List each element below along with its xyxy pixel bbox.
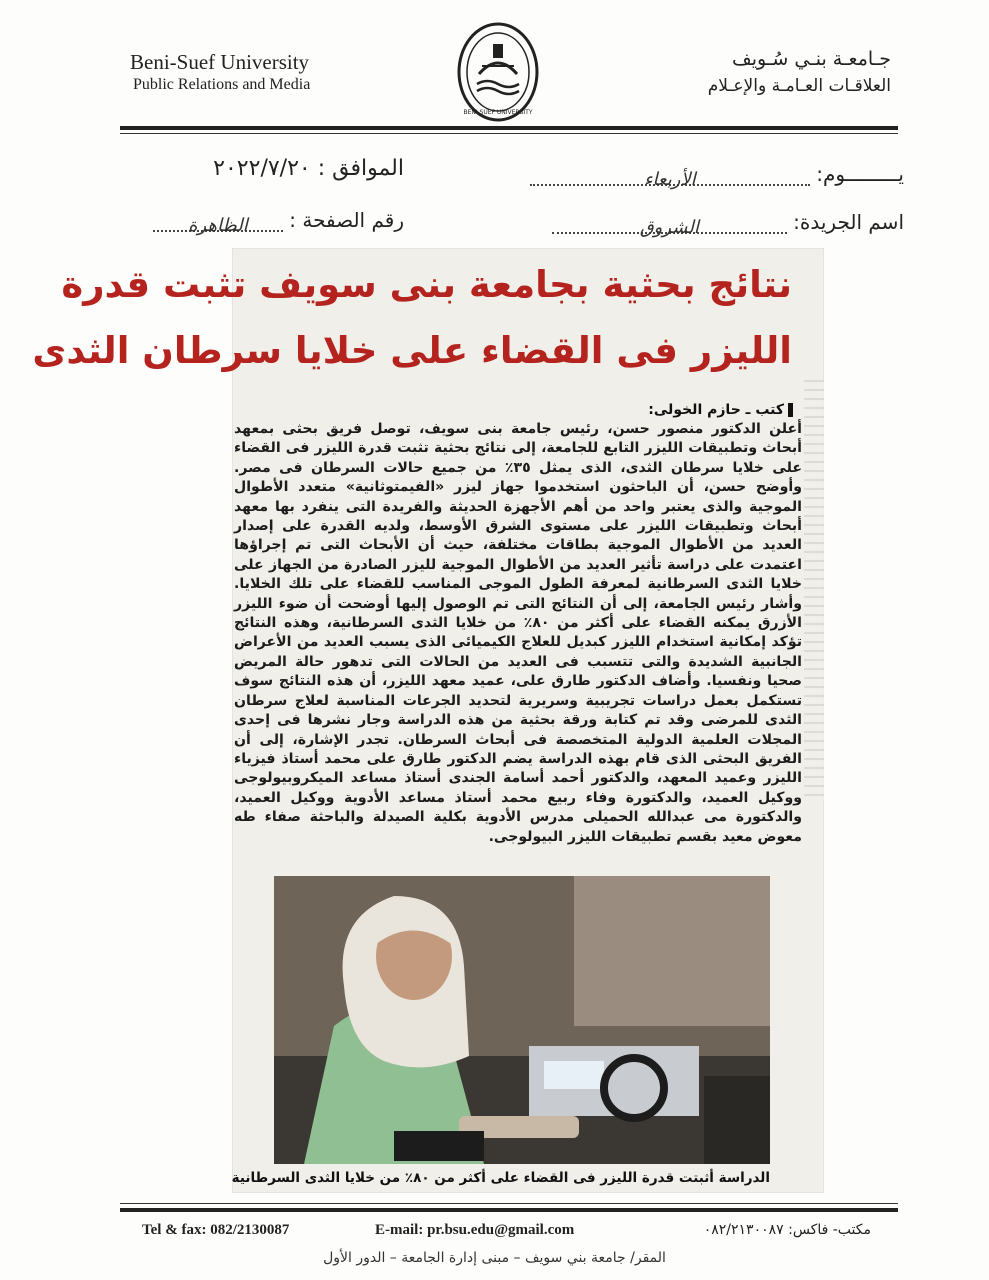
date-value: ٢٠٢٢/٧/٢٠: [213, 156, 311, 181]
article-body: أعلن الدكتور منصور حسن، رئيس جامعة بنى سويف، توصل فريق بحثى بمعهد أبحاث وتطبيقات الليزر التابع للجامعة، إلى نتائج بحثية تثبت قدرة الليزر فى القضاء على خلايا سرطان الثدى، الذى يمثل ٣٥٪ من جميع حالات السرطان فى مصر. وأوضح حسن، أن الباحثون استخدموا جهاز ليزر «الفيمتوثانية» متعدد الأطوال الموجية والذى يعتبر واحد من أهم الأجهزة الحديثة والفريدة التى ينفرد بها معهد أبحاث وتطبيقات الليزر على مستوى الشرق الأوسط، ولديه القدرة على إصدار العديد من الأطوال الموجية بطاقات مختلفة، حيث أن الأبحاث التى تم إجراؤها اعتمدت على دراسة تأثير العديد من الأطوال الموجية لليزر الصادرة من الجهاز على خلايا الثدى السرطانية لمعرفة الطول الموجى المناسب للقضاء على تلك الخلايا. وأشار رئيس الجامعة، إلى أن النتائج التى تم الوصول إليها أوضحت أن ضوء الليزر الأزرق يمكنه القضاء على أكثر من ٨٠٪ من خلايا الثدى السرطانية، وهذه النتائج تؤكد إمكانية استخدام الليزر كبديل للعلاج الكيميائى الذى يسبب العديد من الأعراض الجانبية الشديدة والتى تتسبب فى العديد من الحالات التى تدهور حالة المريض صحيا ونفسيا. وأضاف الدكتور طارق على، عميد معهد الليزر، أن هذه النتائج سوف تستكمل بعمل دراسات تجريبية وسريرية لتحديد الجرعات المناسبة لعلاج سرطان الثدى للمرضى وقد تم كتابة ورقة بحثية من هذه الدراسة وجار نشرها فى إحدى المجلات العلمية الدولية المتخصصة فى أبحاث السرطان. تجدر الإشارة، إلى أن الفريق البحثى الذى قام بهذه الدراسة يضم الدكتور طارق على محمد أستاذ فيزياء الليزر وعميد المعهد، والدكتور أحمد أسامة الجندى أستاذ مساعد الميكروبيولوجى ووكيل العميد، والدكتورة وفاء ربيع محمد أستاذ مساعد الأدوية ووكيل العميد، والدكتورة مى عبدالله الحميلى مدرس الأدوية بكلية الصيدلة والباحثة صفاء طه معوض معيد بقسم تطبيقات الليزر البيولوجى.: [234, 421, 803, 845]
footer-address-ar: المقر/ جامعة بني سويف – مبنى إدارة الجامعة – الدور الأول: [323, 1250, 666, 1266]
university-logo: [457, 22, 539, 122]
page-number-value: الظاهرة: [188, 215, 248, 236]
footer-office-ar: مكتب- فاكس: ٠٨٢/٢١٣٠٠٨٧: [703, 1222, 871, 1238]
day-label: يـــــــــوم:: [816, 162, 904, 186]
footer-email: E-mail: pr.bsu.edu@gmail.com: [375, 1222, 575, 1238]
date-field: [213, 156, 404, 181]
department-name-ar: العلاقـات العـامـة والإعـلام: [707, 76, 891, 96]
day-field: [530, 162, 904, 190]
headline-line-1: نتائج بحثية بجامعة بنى سويف تثبت قدرة: [61, 263, 792, 306]
byline: [648, 402, 793, 418]
svg-text:BENI SUEF UNIVERSITY: BENI SUEF UNIVERSITY: [463, 109, 533, 116]
university-name-en: Beni-Suef University: [130, 50, 310, 74]
page-number-label: رقم الصفحة :: [289, 208, 404, 232]
header-rule-thick: [120, 126, 898, 130]
byline-marker: [788, 403, 793, 417]
header-rule-thin: [120, 133, 898, 134]
newspaper-label: اسم الجريدة:: [793, 210, 904, 234]
newspaper-field: [552, 210, 904, 238]
page-number-field: [153, 208, 404, 236]
day-value: الأربعاء: [644, 169, 696, 190]
adjacent-column-fragment: [804, 380, 824, 800]
department-name-en: Public Relations and Media: [133, 76, 311, 93]
newspaper-value: الشروق: [639, 217, 699, 238]
footer-rule-thin: [120, 1203, 898, 1204]
photo-caption: الدراسة أثبتت قدرة الليزر فى القضاء على أكثر من ٨٠٪ من خلايا الثدى السرطانية: [231, 1170, 770, 1186]
footer-tel-fax: Tel & fax: 082/2130087: [142, 1222, 290, 1238]
date-label: الموافق :: [317, 156, 404, 181]
article-photo: [274, 876, 770, 1164]
byline-text: كتب ـ حازم الخولى:: [648, 402, 784, 418]
footer-rule-thick: [120, 1208, 898, 1212]
headline-line-2: الليزر فى القضاء على خلايا سرطان الثدى: [32, 329, 792, 372]
university-name-ar: جـامعـة بنـي سُـويف: [732, 48, 891, 70]
